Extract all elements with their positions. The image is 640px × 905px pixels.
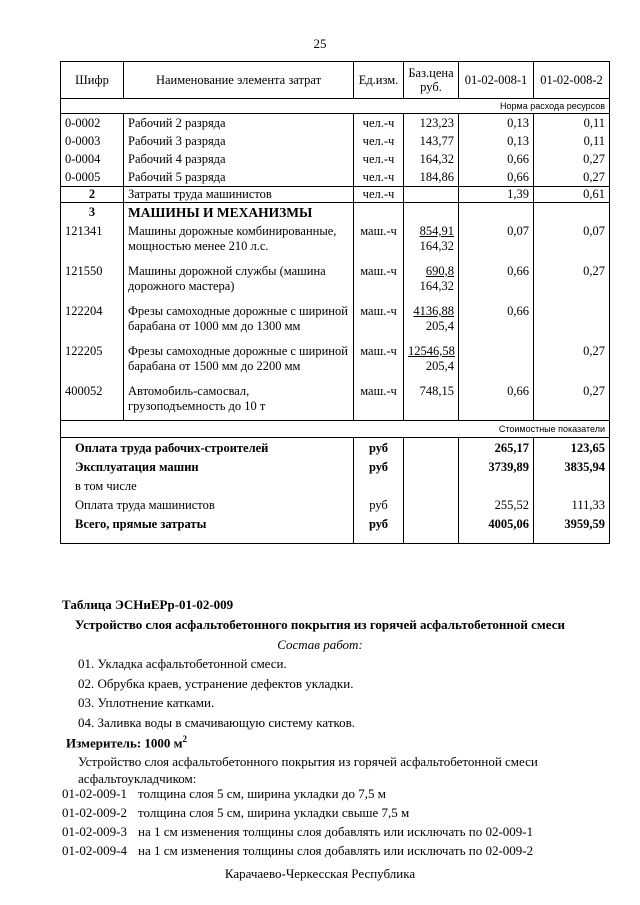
cost-name: Всего, прямые затраты xyxy=(61,514,354,544)
work-composition-label: Состав работ: xyxy=(277,637,363,652)
header-col1: 01-02-008-1 xyxy=(459,62,534,99)
row-name: Фрезы самоходные дорожные с шириной барабана от 1000 мм до 1300 мм xyxy=(124,300,354,340)
item-text: на 1 см изменения толщины слоя добавлять или исключать по 02-009-1 xyxy=(138,824,534,839)
meter-label xyxy=(66,734,187,751)
item-code: 01-02-009-1 xyxy=(62,786,127,801)
cost-empty xyxy=(404,514,459,544)
row-value-1: 0,66 xyxy=(459,150,534,168)
row-value-1: 0,13 xyxy=(459,114,534,133)
row-code: 0-0003 xyxy=(61,132,124,150)
norm-label: Норма расхода ресурсов xyxy=(61,99,610,114)
row-code: 0-0004 xyxy=(61,150,124,168)
machines-title: МАШИНЫ И МЕХАНИЗМЫ xyxy=(124,203,354,221)
header-name: Наименование элемента затрат xyxy=(124,62,354,99)
row-price xyxy=(404,300,459,340)
row-name: Рабочий 5 разряда xyxy=(124,168,354,187)
row-value-1: 0,66 xyxy=(459,300,534,340)
work-item: 02. Обрубка краев, устранение дефектов укладки. xyxy=(78,676,354,691)
price-denominator: 205,4 xyxy=(425,359,454,373)
row-value-1: 0,66 xyxy=(459,168,534,187)
cost-value-1: 265,17 xyxy=(459,438,534,458)
row-value-2: 0,27 xyxy=(534,150,610,168)
cost-empty xyxy=(404,495,459,514)
row-value-2: 0,07 xyxy=(534,220,610,260)
machine-row xyxy=(61,380,610,421)
machine-row xyxy=(61,340,610,380)
row-unit: маш.-ч xyxy=(354,340,404,380)
resource-table xyxy=(60,61,610,544)
price-denominator: 164,32 xyxy=(419,239,454,253)
cost-value-1: 255,52 xyxy=(459,495,534,514)
row-code: 400052 xyxy=(61,380,124,421)
item-text: толщина слоя 5 см, ширина укладки до 7,5 м xyxy=(138,786,386,801)
machine-row xyxy=(61,300,610,340)
cost-value-1: 3739,89 xyxy=(459,457,534,476)
cost-name: Оплата труда рабочих-строителей xyxy=(61,438,354,458)
price-denominator: 205,4 xyxy=(425,319,454,333)
cost-unit: руб xyxy=(354,438,404,458)
machine-row xyxy=(61,220,610,260)
row-value-1: 0,66 xyxy=(459,260,534,300)
cost-unit: руб xyxy=(354,514,404,544)
footer: Карачаево-Черкесская Республика xyxy=(224,866,416,881)
operator-v1: 1,39 xyxy=(459,187,534,203)
row-value-2 xyxy=(534,300,610,340)
machine-row xyxy=(61,260,610,300)
cost-unit: руб xyxy=(354,495,404,514)
cost-label-row xyxy=(61,421,610,438)
row-price: 164,32 xyxy=(404,150,459,168)
row-unit: маш.-ч xyxy=(354,300,404,340)
row-price xyxy=(404,340,459,380)
item-text: на 1 см изменения толщины слоя добавлять или исключать по 02-009-2 xyxy=(138,843,534,858)
cost-unit: руб xyxy=(354,457,404,476)
row-code: 121550 xyxy=(61,260,124,300)
row-name: Рабочий 3 разряда xyxy=(124,132,354,150)
row-value-2: 0,11 xyxy=(534,114,610,133)
meter-sup: 2 xyxy=(182,734,188,744)
row-value-1: 0,13 xyxy=(459,132,534,150)
cost-value-2: 111,33 xyxy=(534,495,610,514)
cost-unit xyxy=(354,476,404,495)
table-title: Таблица ЭСНиЕРр-01-02-009 xyxy=(62,597,234,612)
operator-code: 2 xyxy=(61,187,124,203)
row-price xyxy=(404,260,459,300)
header-col2: 01-02-008-2 xyxy=(534,62,610,99)
work-item: 01. Укладка асфальтобетонной смеси. xyxy=(78,656,287,671)
row-code: 122205 xyxy=(61,340,124,380)
machines-header-row xyxy=(61,203,610,221)
cost-value-2 xyxy=(534,476,610,495)
row-name: Машины дорожной службы (машина дорожного мастера) xyxy=(124,260,354,300)
operator-row xyxy=(61,187,610,203)
operator-v2: 0,61 xyxy=(534,187,610,203)
description: Устройство слоя асфальтобетонного покрытия из горячей асфальтобетонной смеси асфальтоукладчиком: xyxy=(78,754,538,786)
item-code: 01-02-009-3 xyxy=(62,824,127,839)
row-unit: чел.-ч xyxy=(354,168,404,187)
operator-name: Затраты труда машинистов xyxy=(124,187,354,203)
work-item: 03. Уплотнение катками. xyxy=(78,695,215,710)
price-denominator: 164,32 xyxy=(419,279,454,293)
labor-rows xyxy=(61,114,610,187)
row-code: 122204 xyxy=(61,300,124,340)
meter-text: Измеритель: 1000 м xyxy=(66,735,183,751)
row-code: 0-0002 xyxy=(61,114,124,133)
header-unit: Ед.изм. xyxy=(354,62,404,99)
row-unit: маш.-ч xyxy=(354,380,404,421)
price-numerator: 748,15 xyxy=(419,384,454,398)
row-name: Рабочий 2 разряда xyxy=(124,114,354,133)
cost-empty xyxy=(404,457,459,476)
row-name: Машины дорожные комбинированные, мощностью менее 210 л.с. xyxy=(124,220,354,260)
cost-name: Эксплуатация машин xyxy=(61,457,354,476)
cost-label: Стоимостные показатели xyxy=(61,421,610,438)
cost-row xyxy=(61,476,610,495)
row-value-2: 0,11 xyxy=(534,132,610,150)
cost-name: в том числе xyxy=(61,476,354,495)
row-value-2: 0,27 xyxy=(534,260,610,300)
row-price: 123,23 xyxy=(404,114,459,133)
row-price xyxy=(404,380,459,421)
norm-label-row xyxy=(61,99,610,114)
cost-empty xyxy=(404,476,459,495)
row-price xyxy=(404,220,459,260)
price-numerator: 4136,88 xyxy=(413,304,454,318)
item-code: 01-02-009-4 xyxy=(62,843,127,858)
item-code: 01-02-009-2 xyxy=(62,805,127,820)
operator-unit: чел.-ч xyxy=(354,187,404,203)
cost-row xyxy=(61,457,610,476)
labor-row xyxy=(61,150,610,168)
row-unit: чел.-ч xyxy=(354,132,404,150)
row-value-2: 0,27 xyxy=(534,340,610,380)
work-item: 04. Заливка воды в смачивающую систему катков. xyxy=(78,715,356,730)
cost-value-2: 3835,94 xyxy=(534,457,610,476)
cost-row xyxy=(61,495,610,514)
cost-value-2: 123,65 xyxy=(534,438,610,458)
row-unit: маш.-ч xyxy=(354,260,404,300)
row-value-1: 0,07 xyxy=(459,220,534,260)
price-numerator: 854,91 xyxy=(419,224,454,238)
row-value-1: 0,66 xyxy=(459,380,534,421)
row-unit: чел.-ч xyxy=(354,114,404,133)
row-price: 143,77 xyxy=(404,132,459,150)
cost-row xyxy=(61,514,610,544)
price-numerator: 690,8 xyxy=(425,264,454,278)
cost-value-2: 3959,59 xyxy=(534,514,610,544)
page-number: 25 xyxy=(313,36,327,51)
cost-rows xyxy=(61,438,610,544)
section-heading: Устройство слоя асфальтобетонного покрытия из горячей асфальтобетонной смеси xyxy=(75,617,565,632)
labor-row xyxy=(61,168,610,187)
machines-code: 3 xyxy=(61,203,124,221)
machine-rows xyxy=(61,220,610,421)
header-code: Шифр xyxy=(61,62,124,99)
row-value-2: 0,27 xyxy=(534,168,610,187)
row-name: Рабочий 4 разряда xyxy=(124,150,354,168)
row-code: 121341 xyxy=(61,220,124,260)
row-name: Фрезы самоходные дорожные с шириной барабана от 1500 мм до 2200 мм xyxy=(124,340,354,380)
header-price: Баз.цена руб. xyxy=(404,62,459,99)
cost-value-1: 4005,06 xyxy=(459,514,534,544)
cost-name: Оплата труда машинистов xyxy=(61,495,354,514)
row-value-2: 0,27 xyxy=(534,380,610,421)
labor-row xyxy=(61,132,610,150)
row-unit: маш.-ч xyxy=(354,220,404,260)
row-price: 184,86 xyxy=(404,168,459,187)
cost-value-1 xyxy=(459,476,534,495)
row-name: Автомобиль-самосвал, грузоподъемность до 10 т xyxy=(124,380,354,421)
item-text: толщина слоя 5 см, ширина укладки свыше 7,5 м xyxy=(138,805,410,820)
cost-row xyxy=(61,438,610,458)
table-header-row xyxy=(61,62,610,99)
row-code: 0-0005 xyxy=(61,168,124,187)
row-unit: чел.-ч xyxy=(354,150,404,168)
cost-empty xyxy=(404,438,459,458)
operator-price xyxy=(404,187,459,203)
row-value-1 xyxy=(459,340,534,380)
price-numerator: 12546,58 xyxy=(408,344,455,358)
labor-row xyxy=(61,114,610,133)
